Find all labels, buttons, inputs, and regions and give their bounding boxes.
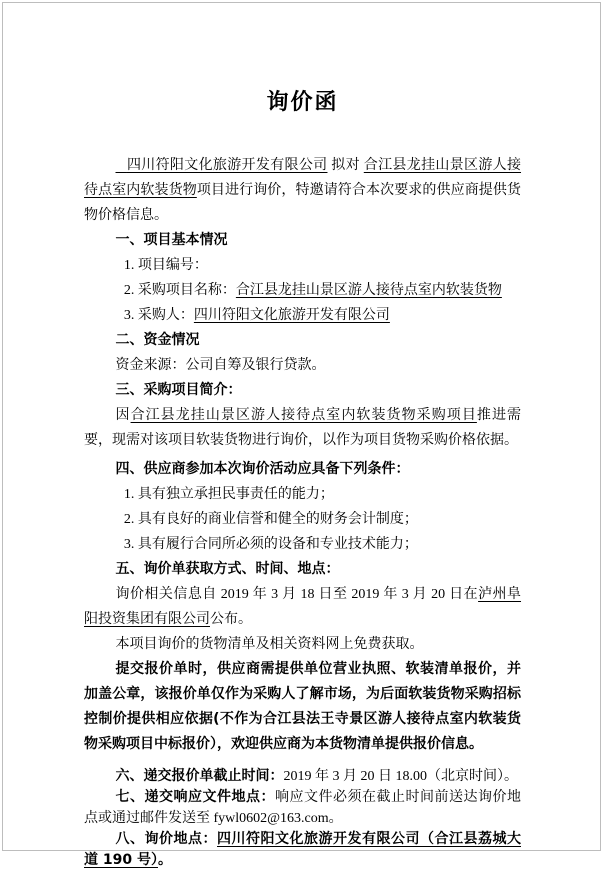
purchaser-line [84, 303, 521, 328]
text-segment: 三、采购项目简介： [115, 382, 242, 398]
text-segment [116, 158, 127, 173]
text-segment: 因 [115, 408, 131, 423]
text-segment: 二、资金情况 [115, 332, 200, 348]
text-segment: 四、供应商参加本次询价活动应具备下列条件： [115, 461, 410, 477]
document-title: 询价函 [266, 90, 339, 115]
text-segment: 询价相关信息自 2019 年 3 月 18 日至 2019 年 3 月 20 日在 [115, 587, 479, 602]
text-segment: 四川符阳文化旅游开发有限公司（合江县荔城大道 190 号） [84, 831, 521, 868]
text-segment: 五、询价单获取方式、时间、地点： [115, 561, 340, 577]
text-segment: 1. 项目编号： [123, 258, 208, 273]
text-segment: 四川符阳文化旅游开发有限公司 [193, 308, 390, 323]
condition-2-line [84, 507, 521, 532]
text-segment: 3. 采购人： [123, 308, 194, 323]
section-3-heading [84, 378, 521, 403]
section-5-heading [84, 557, 521, 582]
section-8-location-paragraph [84, 829, 521, 871]
text-segment: 响应文件必须在截止时间前送达询价地点或通过邮件发送至 fywl0602@163.com。 [84, 790, 521, 826]
text-segment: 项目进行询价，特邀请符合本次要求的供应商提供货物价格信息。 [84, 183, 522, 223]
intro-paragraph [84, 153, 521, 228]
condition-3-line [84, 532, 521, 557]
section-7-delivery-paragraph [84, 787, 521, 829]
text-segment: 公布。 [210, 612, 252, 627]
condition-1-line [84, 482, 521, 507]
text-segment: 一、项目基本情况 [115, 232, 228, 248]
text-segment: 推进需要，现需对该项目软装货物进行询价，以作为项目货物采购价格依据。 [84, 408, 522, 448]
project-brief-paragraph [84, 403, 521, 453]
section-1-heading [84, 228, 521, 253]
text-segment: 泸州阜阳投资集团有限公司 [84, 587, 522, 627]
document-page [2, 2, 601, 868]
funding-source-line [84, 353, 521, 378]
text-segment: 七、递交响应文件地点： [115, 789, 275, 805]
text-segment: 八、询价地点： [115, 831, 217, 847]
quotation-notice-paragraph [84, 657, 521, 757]
text-segment: 拟对 [327, 158, 364, 173]
text-segment: 合江县龙挂山景区游人接待点室内软装货物 [235, 283, 502, 298]
project-name-line [84, 278, 521, 303]
section-2-heading [84, 328, 521, 353]
inquiry-info-paragraph [84, 582, 521, 632]
text-segment: 本项目询价的货物清单及相关资料网上免费获取。 [115, 637, 424, 652]
text-segment: 六、递交报价单截止时间： [115, 768, 284, 784]
document-body [84, 153, 521, 871]
text-segment: 提交报价单时，供应商需提供单位营业执照、软装清单报价，并加盖公章，该报价单仅作为采购人了解市场，为后面软装货物采购招标控制价提供相应依据(不作为合江县法王寺景区游人接待点室内软装货物采购项目中标报价），欢迎供应商为本货物清单提供报价信息。 [84, 661, 521, 752]
text-segment: 2019 年 3 月 20 日 18.00（北京时间）。 [283, 769, 518, 784]
text-segment: 2. 采购项目名称： [123, 283, 236, 298]
text-segment: 2. 具有良好的商业信誉和健全的财务会计制度； [123, 512, 418, 527]
section-6-deadline-paragraph [84, 766, 521, 787]
text-segment: 。 [157, 852, 172, 868]
project-number-line [84, 253, 521, 278]
text-segment: 合江县龙挂山景区游人接待点室内软装货物 [84, 158, 522, 198]
text-segment: 3. 具有履行合同所必须的设备和专业技术能力； [123, 537, 418, 552]
text-segment: 合江县龙挂山景区游人接待点室内软装货物采购项目 [130, 408, 477, 423]
text-segment: 资金来源：公司自筹及银行贷款。 [115, 358, 326, 373]
text-segment: 1. 具有独立承担民事责任的能力； [123, 487, 334, 502]
free-access-line [84, 632, 521, 657]
text-segment: 四川符阳文化旅游开发有限公司 [126, 158, 328, 173]
section-4-heading [84, 457, 521, 482]
